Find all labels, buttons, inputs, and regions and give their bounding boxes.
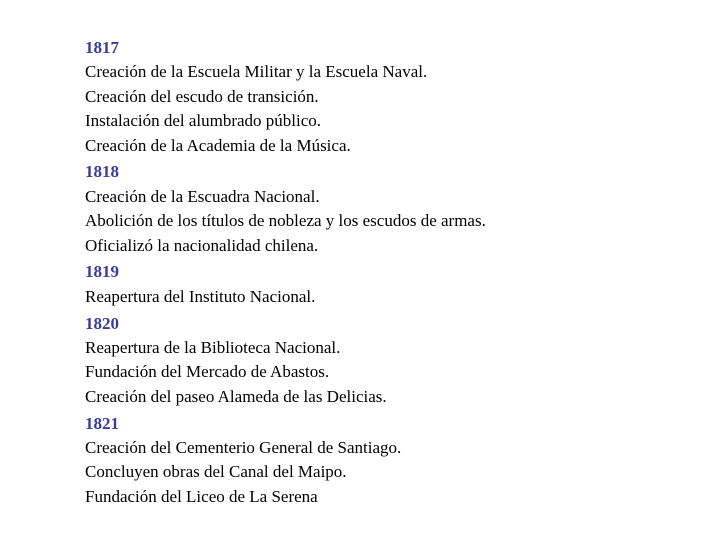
event-item: Creación del paseo Alameda de las Delicias. [85,386,387,406]
event-item: Creación del Cementerio General de Santiago. [85,438,402,458]
event-item: Abolición de los títulos de nobleza y los escudos de armas. [85,211,486,231]
year-heading: 1817 [85,38,119,57]
event-item: Fundación del Liceo de La Serena [85,486,318,506]
event-item: Creación de la Escuadra Nacional. [85,186,320,206]
event-item: Instalación del alumbrado público. [85,111,322,131]
year-block-1818 [85,160,728,258]
year-block-1820 [85,312,728,410]
year-heading: 1821 [85,413,119,433]
event-item: Creación de la Escuela Militar y la Escuela Naval. [85,62,428,82]
year-block-1819 [85,260,728,309]
event-item: Reapertura de la Biblioteca Nacional. [85,338,341,358]
year-block-1821 [85,412,728,510]
event-item: Concluyen obras del Canal del Maipo. [85,462,347,482]
event-item: Fundación del Mercado de Abastos. [85,362,330,382]
year-heading: 1819 [85,262,119,282]
year-block-1817 [85,36,728,158]
event-item: Reapertura del Instituto Nacional. [85,286,316,306]
event-item: Creación de la Academia de la Música. [85,135,351,155]
event-item: Oficializó la nacionalidad chilena. [85,235,319,255]
event-item: Creación del escudo de transición. [85,86,319,106]
year-heading: 1820 [85,313,119,333]
year-heading: 1818 [85,162,119,182]
